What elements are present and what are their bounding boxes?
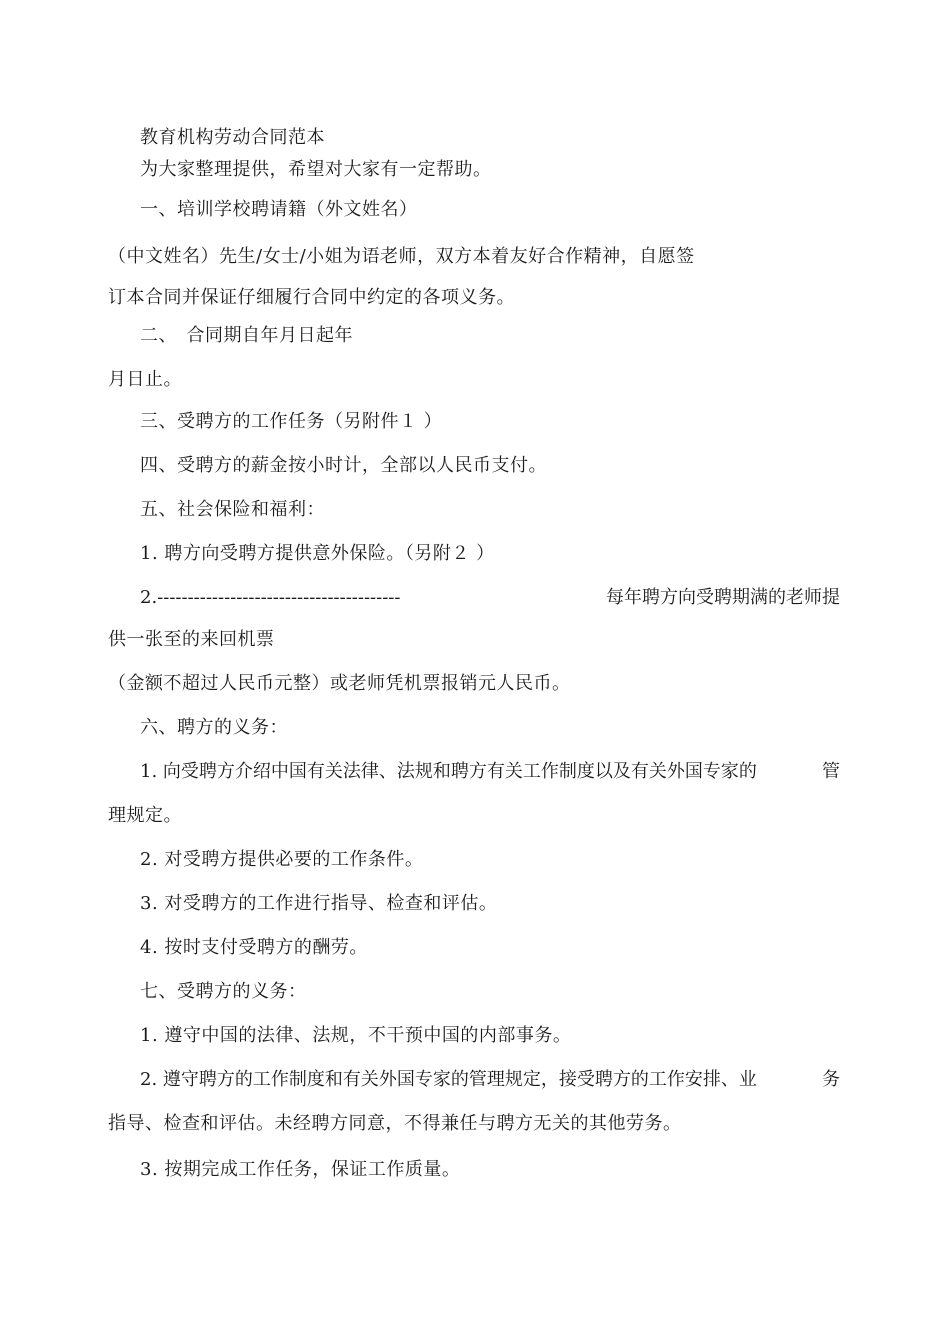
clause-1-line-2: （中文姓名）先生/女士/小姐为语老师，双方本着友好合作精神，自愿签 bbox=[108, 246, 695, 267]
clause-2-line-2: 月日止。 bbox=[108, 369, 182, 390]
clause-5-item-2-line-2: 供一张至的来回机票 bbox=[108, 629, 275, 650]
clause-6-item-1-line-2: 理规定。 bbox=[108, 805, 182, 826]
clause-5-item-2-line-3: （金额不超过人民币元整）或老师凭机票报销元人民币。 bbox=[108, 673, 571, 694]
clause-7-item-2-line-2: 指导、检查和评估。未经聘方同意，不得兼任与聘方无关的其他劳务。 bbox=[108, 1113, 682, 1134]
clause-7-item-2-text: 2. 遵守聘方的工作制度和有关外国专家的管理规定，接受聘方的工作安排、业 bbox=[140, 1069, 757, 1090]
clause-6: 六、聘方的义务： bbox=[140, 717, 288, 738]
dash-rule: 2.---------------------------------------- bbox=[140, 587, 401, 608]
clause-2-line-1: 二、 合同期自年月日起年 bbox=[140, 325, 353, 346]
clause-7-item-3: 3. 按期完成工作任务，保证工作质量。 bbox=[140, 1159, 461, 1180]
clause-5: 五、社会保险和福利： bbox=[140, 499, 325, 520]
intro-text: 为大家整理提供，希望对大家有一定帮助。 bbox=[140, 159, 492, 180]
clause-6-item-1-tail: 管 bbox=[822, 761, 840, 782]
clause-6-item-1-line-1 bbox=[140, 760, 840, 784]
clause-7-item-2-tail: 务 bbox=[822, 1069, 840, 1090]
clause-5-item-2-text: 每年聘方向受聘期满的老师提 bbox=[606, 587, 840, 608]
clause-1-line-3: 订本合同并保证仔细履行合同中约定的各项义务。 bbox=[108, 287, 515, 308]
clause-6-item-1-text: 1. 向受聘方介绍中国有关法律、法规和聘方有关工作制度以及有关外国专家的 bbox=[140, 761, 757, 782]
clause-5-item-1: 1. 聘方向受聘方提供意外保险。（另附２ ） bbox=[140, 543, 495, 564]
clause-7-item-2-line-1 bbox=[140, 1068, 840, 1092]
clause-5-item-2-line-1 bbox=[140, 586, 840, 610]
document-title: 教育机构劳动合同范本 bbox=[140, 127, 325, 148]
clause-7-item-1: 1. 遵守中国的法律、法规，不干预中国的内部事务。 bbox=[140, 1025, 572, 1046]
clause-6-item-3: 3. 对受聘方的工作进行指导、检查和评估。 bbox=[140, 893, 498, 914]
clause-4: 四、受聘方的薪金按小时计，全部以人民币支付。 bbox=[140, 455, 547, 476]
clause-6-item-2: 2. 对受聘方提供必要的工作条件。 bbox=[140, 849, 424, 870]
clause-6-item-4: 4. 按时支付受聘方的酬劳。 bbox=[140, 937, 368, 958]
clause-7: 七、受聘方的义务： bbox=[140, 981, 307, 1002]
clause-1-line-1: 一、培训学校聘请籍（外文姓名） bbox=[140, 199, 418, 220]
clause-3: 三、受聘方的工作任务（另附件１ ） bbox=[140, 411, 443, 432]
